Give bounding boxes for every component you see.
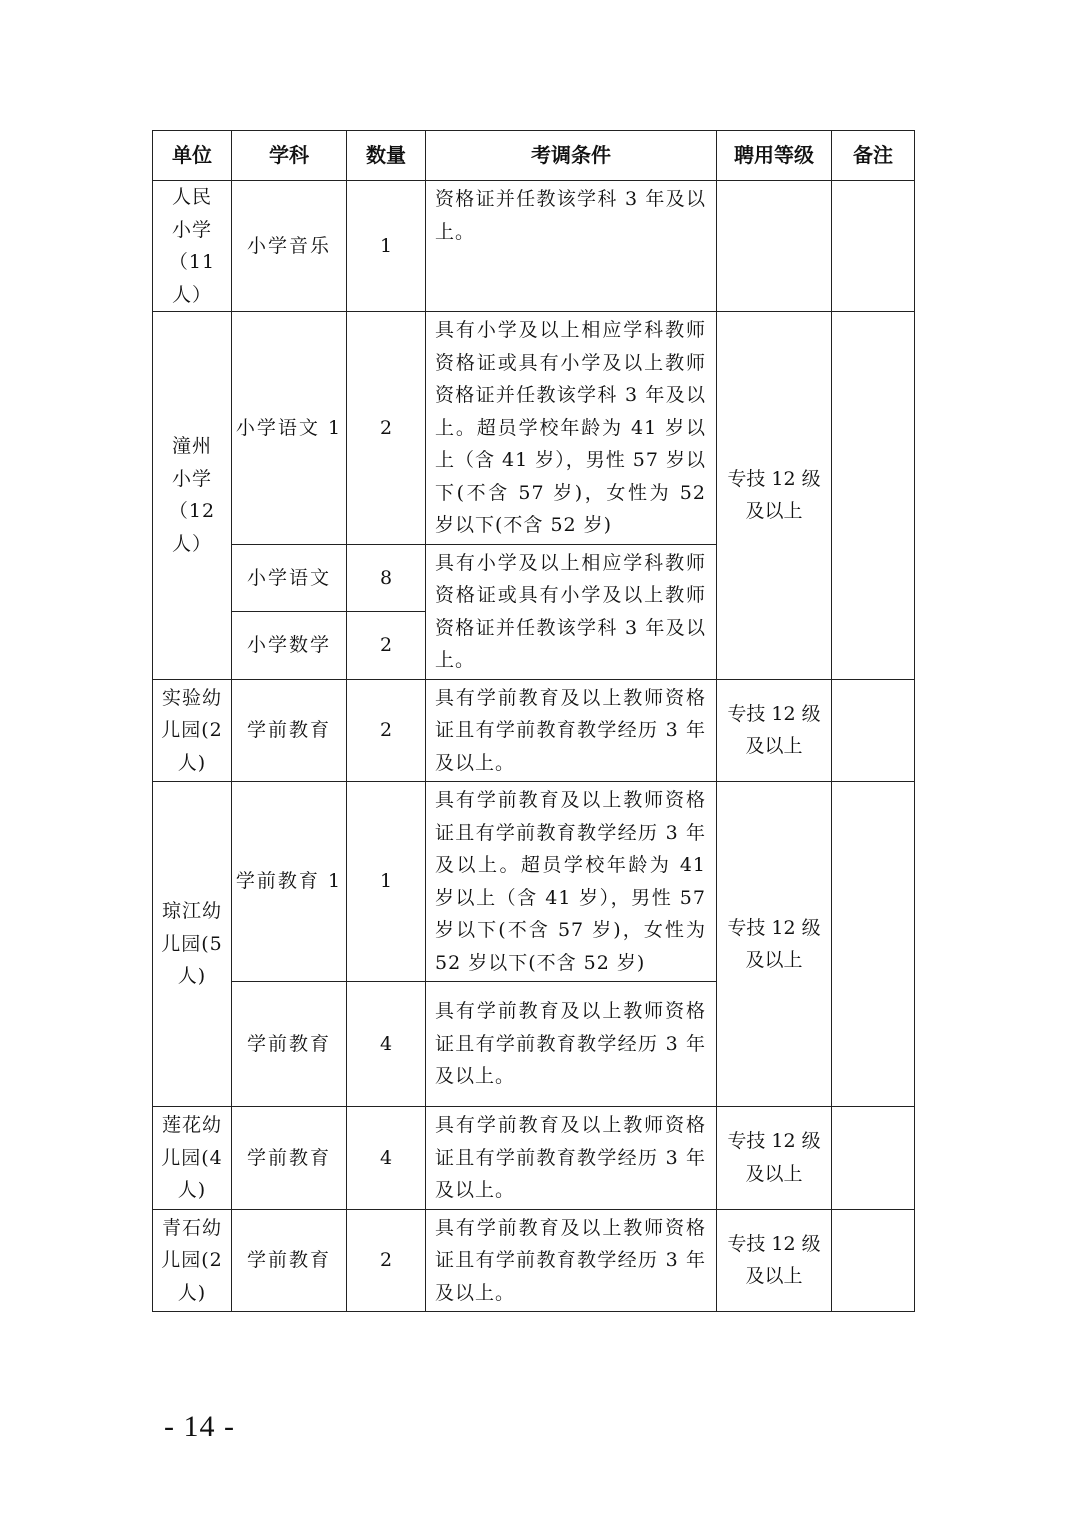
- recruitment-table: [152, 130, 915, 1312]
- note-cell: [832, 1107, 915, 1210]
- subject-cell: 学前教育: [232, 1107, 347, 1210]
- subject-cell: 小学语文 1: [232, 312, 347, 545]
- table-row: [153, 1107, 915, 1210]
- table-row: [153, 782, 915, 982]
- unit-cell: 莲花幼 儿园(4 人): [153, 1107, 232, 1210]
- header-condition: 考调条件: [426, 131, 717, 181]
- level-cell: 专技 12 级 及以上: [717, 312, 832, 680]
- note-cell: [832, 1209, 915, 1312]
- count-cell: 2: [347, 1209, 426, 1312]
- condition-cell: 资格证并任教该学科 3 年及以上。: [426, 181, 717, 312]
- table-row: [153, 679, 915, 782]
- condition-cell: 具有学前教育及以上教师资格证且有学前教育教学经历 3 年及以上。: [426, 1107, 717, 1210]
- condition-cell: 具有学前教育及以上教师资格证且有学前教育教学经历 3 年及以上。: [426, 1209, 717, 1312]
- header-subject: 学科: [232, 131, 347, 181]
- level-cell: 专技 12 级 及以上: [717, 1209, 832, 1312]
- unit-cell: 青石幼 儿园(2 人): [153, 1209, 232, 1312]
- condition-cell: 具有小学及以上相应学科教师资格证或具有小学及以上教师资格证并任教该学科 3 年及以上。: [426, 544, 717, 679]
- condition-cell: 具有学前教育及以上教师资格证且有学前教育教学经历 3 年及以上。超员学校年龄为 41 岁以上（含 41 岁），男性 57 岁以下(不含 57 岁)，女性为 52 岁以下(不含 52 岁): [426, 782, 717, 982]
- unit-cell: 人民 小学 （11 人）: [153, 181, 232, 312]
- header-level: 聘用等级: [717, 131, 832, 181]
- subject-cell: 小学音乐: [232, 181, 347, 312]
- note-cell: [832, 679, 915, 782]
- count-cell: 2: [347, 312, 426, 545]
- subject-cell: 学前教育: [232, 1209, 347, 1312]
- subject-cell: 学前教育: [232, 679, 347, 782]
- count-cell: 2: [347, 612, 426, 680]
- condition-cell: 具有学前教育及以上教师资格证且有学前教育教学经历 3 年及以上。: [426, 982, 717, 1107]
- table-header-row: [153, 131, 915, 181]
- table-row: [153, 181, 915, 312]
- count-cell: 4: [347, 1107, 426, 1210]
- note-cell: [832, 782, 915, 1107]
- table-row: [153, 312, 915, 545]
- header-count: 数量: [347, 131, 426, 181]
- condition-cell: 具有学前教育及以上教师资格证且有学前教育教学经历 3 年及以上。: [426, 679, 717, 782]
- page-number: - 14 -: [164, 1410, 235, 1443]
- count-cell: 4: [347, 982, 426, 1107]
- condition-cell: 具有小学及以上相应学科教师资格证或具有小学及以上教师资格证并任教该学科 3 年及以上。超员学校年龄为 41 岁以上（含 41 岁），男性 57 岁以下(不含 57 岁)，女性为 52 岁以下(不含 52 岁): [426, 312, 717, 545]
- header-unit: 单位: [153, 131, 232, 181]
- subject-cell: 小学语文: [232, 544, 347, 612]
- note-cell: [832, 181, 915, 312]
- subject-cell: 学前教育 1: [232, 782, 347, 982]
- level-cell: [717, 181, 832, 312]
- unit-cell: 潼州 小学 （12 人）: [153, 312, 232, 680]
- count-cell: 8: [347, 544, 426, 612]
- count-cell: 1: [347, 782, 426, 982]
- count-cell: 1: [347, 181, 426, 312]
- unit-cell: 实验幼 儿园(2 人): [153, 679, 232, 782]
- subject-cell: 学前教育: [232, 982, 347, 1107]
- table-row: [153, 1209, 915, 1312]
- level-cell: 专技 12 级 及以上: [717, 782, 832, 1107]
- note-cell: [832, 312, 915, 680]
- level-cell: 专技 12 级 及以上: [717, 1107, 832, 1210]
- header-note: 备注: [832, 131, 915, 181]
- count-cell: 2: [347, 679, 426, 782]
- unit-cell: 琼江幼 儿园(5 人): [153, 782, 232, 1107]
- subject-cell: 小学数学: [232, 612, 347, 680]
- level-cell: 专技 12 级 及以上: [717, 679, 832, 782]
